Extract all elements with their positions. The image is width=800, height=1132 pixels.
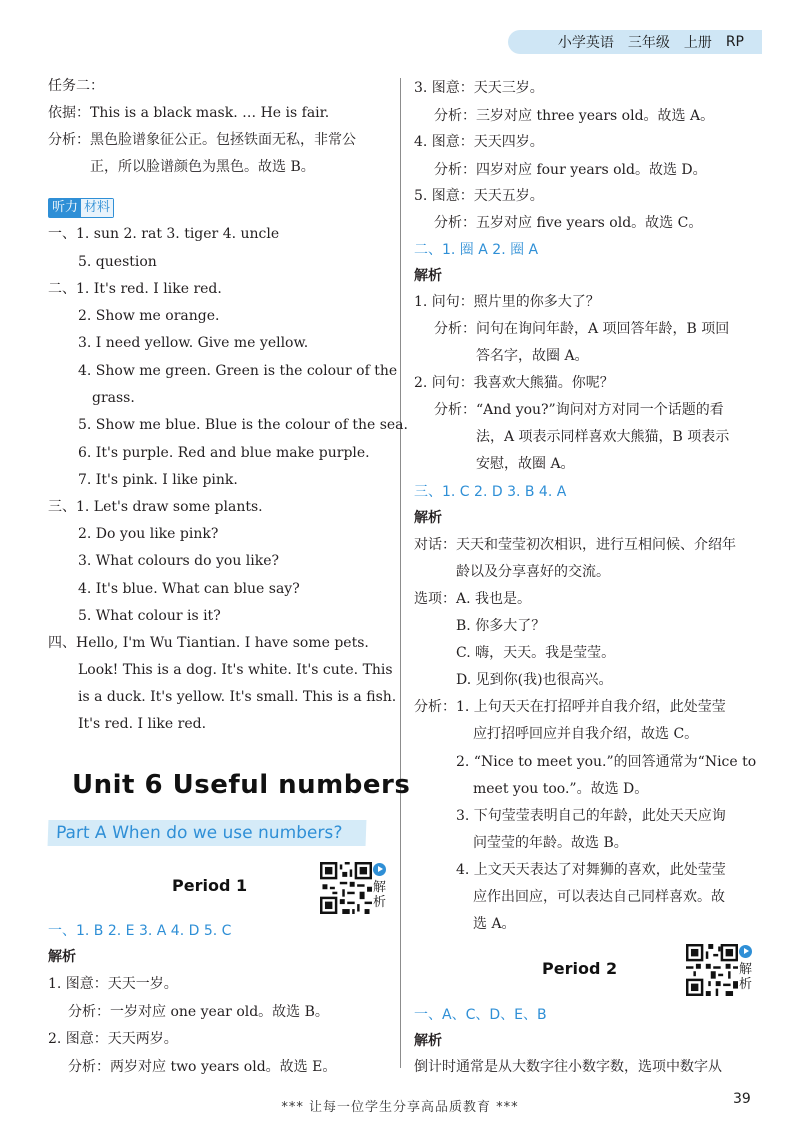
section3-line: 5. What colour is it?: [78, 608, 221, 624]
item-line: 法，A 项表示同样喜欢大熊猫，B 项表示: [476, 429, 730, 445]
item-line: 选项：A. 我也是。: [414, 591, 532, 607]
play-arrow-icon: [739, 945, 752, 958]
item-line: meet you too.”。故选 D。: [473, 781, 649, 797]
period1-item: 1. 图意：天天一岁。: [48, 976, 178, 992]
item-line: 分析：三岁对应 three years old。故选 A。: [434, 108, 715, 124]
item-line: 对话：天天和莹莹初次相识，进行互相问候、介绍年: [414, 537, 736, 553]
qr-caption: 解析: [373, 880, 387, 910]
period1-answers: 一、1. B 2. E 3. A 4. D 5. C: [48, 923, 232, 939]
item-line: 问莹莹的年龄。故选 B。: [473, 835, 628, 851]
item-line: 答名字，故圈 A。: [476, 348, 589, 364]
unit-title: Unit 6 Useful numbers: [72, 770, 411, 800]
part-banner: Part A When do we use numbers?: [48, 820, 367, 846]
section2-line: 6. It's purple. Red and blue make purple.: [78, 445, 370, 461]
item-line: 分析：1. 上句天天在打招呼并自我介绍，此处莹莹: [414, 699, 726, 715]
item-line: 4. 图意：天天四岁。: [414, 134, 544, 150]
section2-answers: 二、1. 圈 A 2. 圈 A: [414, 242, 539, 258]
item-line: 龄以及分享喜好的交流。: [456, 564, 610, 580]
section3-line: 4. It's blue. What can blue say?: [78, 581, 300, 597]
section3-answers: 三、1. C 2. D 3. B 4. A: [414, 484, 567, 500]
item-line: 倒计时通常是从大数字往小数字数，选项中数字从: [414, 1059, 722, 1075]
analysis-heading: 解析: [48, 949, 76, 965]
analysis-line: 正，所以脸谱颜色为黑色。故选 B。: [90, 159, 315, 175]
item-line: 3. 下句莹莹表明自己的年龄，此处天天应询: [456, 808, 726, 824]
section4-line: It's red. I like red.: [78, 716, 207, 732]
item-line: 安慰，故圈 A。: [476, 456, 575, 472]
analysis-line: 分析：黑色脸谱象征公正。包拯铁面无私，非常公: [48, 132, 356, 148]
section2-line: grass.: [92, 390, 135, 406]
tag-material: 材料: [81, 199, 113, 217]
tag-listening: 听力: [49, 199, 81, 217]
basis-line: 依据：This is a black mask. … He is fair.: [48, 105, 330, 121]
item-line: 分析：五岁对应 five years old。故选 C。: [434, 215, 703, 231]
header-volume: 上册: [683, 35, 712, 51]
analysis-heading: 解析: [414, 510, 442, 526]
section3-line: 3. What colours do you like?: [78, 553, 280, 569]
period1-heading: Period 1: [172, 876, 248, 895]
item-line: 2. “Nice to meet you.”的回答通常为“Nice to: [456, 754, 757, 770]
item-line: 4. 上文天天表达了对舞狮的喜欢，此处莹莹: [456, 862, 726, 878]
section4-line: 四、Hello, I'm Wu Tiantian. I have some pets.: [48, 635, 369, 651]
qr-code-icon[interactable]: [686, 944, 738, 996]
task2-heading: 任务二：: [48, 78, 104, 94]
period2-answers: 一、A、C、D、E、B: [414, 1007, 547, 1023]
item-line: 2. 问句：我喜欢大熊猫。你呢？: [414, 375, 614, 391]
section4-line: is a duck. It's yellow. It's small. This is a fish.: [78, 689, 397, 705]
item-line: 1. 问句：照片里的你多大了？: [414, 294, 600, 310]
section3-line: 2. Do you like pink?: [78, 526, 219, 542]
page-number: 39: [733, 1091, 751, 1107]
section2-line: 7. It's pink. I like pink.: [78, 472, 238, 488]
header-grade: 三年级: [627, 35, 670, 51]
item-line: 分析：“And you?”询问对方对同一个话题的看: [434, 402, 724, 418]
period1-item: 分析：两岁对应 two years old。故选 E。: [68, 1059, 337, 1075]
period1-item: 分析：一岁对应 one year old。故选 B。: [68, 1004, 329, 1020]
column-divider: [400, 78, 401, 1068]
qr-code-icon[interactable]: [320, 862, 372, 914]
analysis-heading: 解析: [414, 268, 442, 284]
item-line: 3. 图意：天天三岁。: [414, 80, 544, 96]
section2-line: 3. I need yellow. Give me yellow.: [78, 335, 309, 351]
analysis-heading: 解析: [414, 1033, 442, 1049]
play-arrow-icon: [373, 863, 386, 876]
item-line: D. 见到你(我)也很高兴。: [456, 672, 613, 688]
item-line: 选 A。: [473, 916, 516, 932]
section3-line: 三、1. Let's draw some plants.: [48, 499, 263, 515]
item-line: 应打招呼回应并自我介绍，故选 C。: [473, 726, 699, 742]
header-subject: 小学英语: [557, 35, 614, 51]
section2-line: 4. Show me green. Green is the colour of the: [78, 363, 398, 379]
section2-line: 二、1. It's red. I like red.: [48, 281, 222, 297]
item-line: B. 你多大了？: [456, 618, 546, 634]
item-line: 5. 图意：天天五岁。: [414, 188, 544, 204]
listening-material-tag: [48, 198, 114, 218]
page-footer: *** 让每一位学生分享高品质教育 ***: [281, 1100, 519, 1115]
section1-answers: 5. question: [78, 254, 157, 270]
item-line: C. 嗨，天天。我是莹莹。: [456, 645, 616, 661]
section2-line: 5. Show me blue. Blue is the colour of the sea.: [78, 417, 408, 433]
period2-heading: Period 2: [542, 959, 618, 978]
section2-line: 2. Show me orange.: [78, 308, 220, 324]
book-header: [508, 30, 754, 54]
section1-answers: 一、1. sun 2. rat 3. tiger 4. uncle: [48, 226, 280, 242]
header-edition: RP: [725, 34, 744, 50]
item-line: 分析：四岁对应 four years old。故选 D。: [434, 162, 707, 178]
item-line: 应作出回应，可以表达自己同样喜欢。故: [473, 889, 725, 905]
section4-line: Look! This is a dog. It's white. It's cute. This: [78, 662, 393, 678]
qr-caption: 解析: [739, 962, 753, 992]
item-line: 分析：问句在询问年龄，A 项回答年龄，B 项回: [434, 321, 730, 337]
period1-item: 2. 图意：天天两岁。: [48, 1031, 178, 1047]
